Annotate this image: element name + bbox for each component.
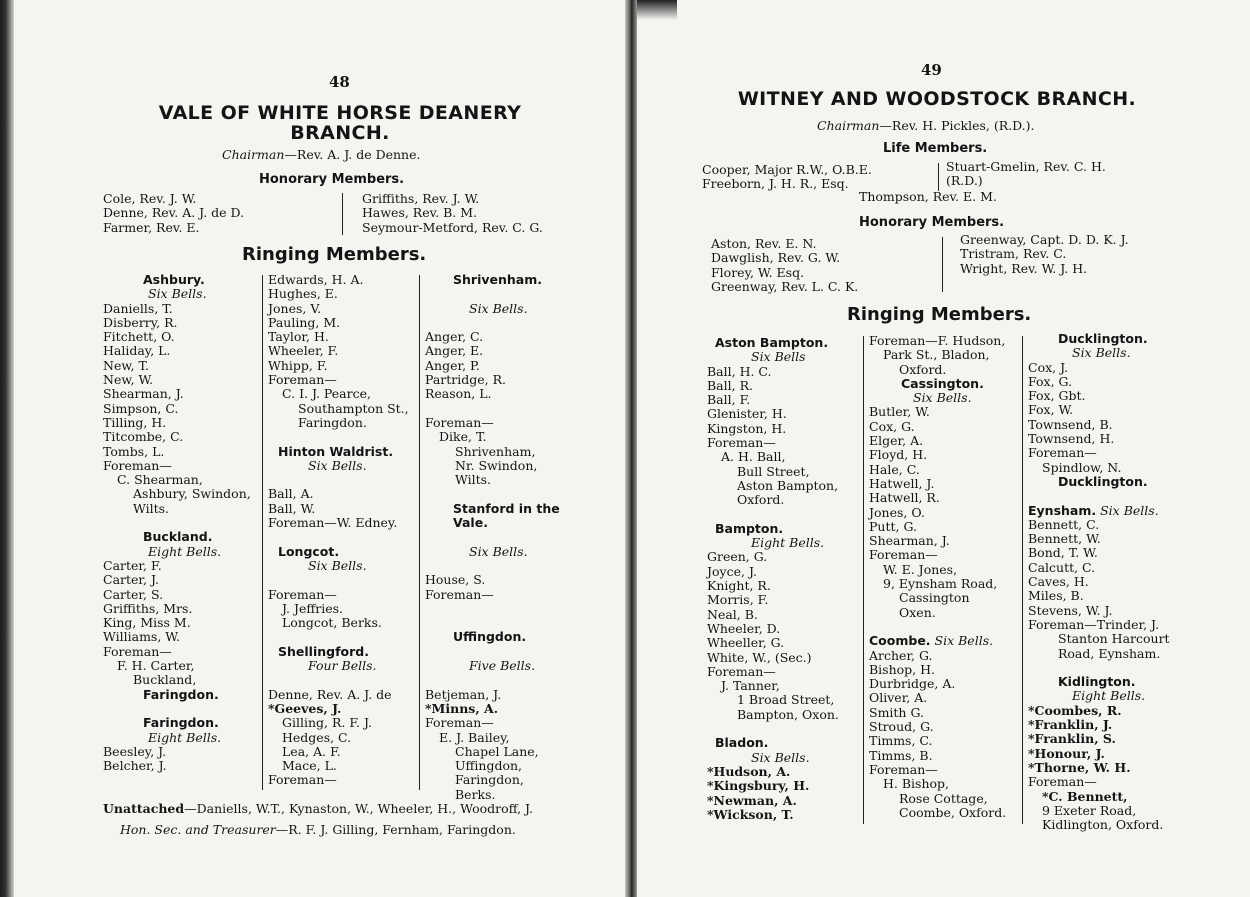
address-line: Uffingdon, <box>455 758 523 774</box>
address-line: Gilling, R. F. J. <box>282 715 373 731</box>
member-name: Haliday, L. <box>103 343 171 359</box>
address-line: W. E. Jones, <box>883 561 958 577</box>
spacer <box>103 516 251 530</box>
address-line: Kidlington, Oxford. <box>1042 817 1164 833</box>
member-name: Hatwell, J. <box>869 475 935 491</box>
spacer <box>268 573 409 587</box>
spacer <box>268 430 409 444</box>
member-name: Partridge, R. <box>425 372 507 388</box>
member-name: Beesley, J. <box>103 743 167 759</box>
member-name: Fox, G. <box>1028 373 1073 389</box>
member-name: Ball, A. <box>268 486 314 502</box>
chairman-label: Chairman <box>817 118 880 133</box>
ringing-heading: Ringing Members. <box>242 244 427 265</box>
member-name: Foreman— <box>425 715 494 731</box>
member-name: *Wickson, T. <box>707 806 794 822</box>
address-line: Chapel Lane, <box>455 743 539 759</box>
member-name: Hughes, E. <box>268 286 338 302</box>
member-name: Pauling, M. <box>268 314 341 330</box>
address-line: Oxford. <box>899 361 947 377</box>
secretary-label: Hon. Sec. and Treasurer <box>120 822 276 837</box>
member-name: Ball, F. <box>707 392 751 408</box>
address-line: 9, Eynsham Road, <box>883 576 998 592</box>
member-name: Aston, Rev. E. N. <box>711 236 817 251</box>
member-name: Freeborn, J. H. R., Esq. <box>702 176 849 192</box>
bells-count: Six Bells <box>751 349 806 365</box>
address-line: A. H. Ball, <box>721 449 786 465</box>
address-line: Rose Cottage, <box>899 790 988 806</box>
column-divider <box>942 237 943 292</box>
tower-heading: Ashbury. <box>143 272 205 287</box>
book-gutter <box>625 0 637 897</box>
member-name: Anger, E. <box>425 343 484 359</box>
member-name: Bennett, W. <box>1028 531 1101 547</box>
branch-title-line1: VALE OF WHITE HORSE DEANERY <box>158 102 522 124</box>
spacer <box>425 316 560 330</box>
member-name: Belcher, J. <box>103 758 167 774</box>
member-name: Tilling, H. <box>103 414 167 430</box>
chairman-name: —Rev. H. Pickles, (R.D.). <box>879 118 1035 133</box>
column-divider <box>342 193 343 235</box>
member-name: New, T. <box>103 357 149 373</box>
member-name: Cooper, Major R.W., O.B.E. <box>702 162 872 177</box>
member-name: Fitchett, O. <box>103 329 175 345</box>
member-name: Stuart-Gmelin, Rev. C. H. <box>946 159 1106 174</box>
spacer <box>425 645 560 659</box>
honorary-heading: Honorary Members. <box>859 215 1005 230</box>
branch-title-line2: BRANCH. <box>290 122 390 144</box>
ringing-column-1 <box>707 336 839 822</box>
member-name: Foreman—Trinder, J. <box>1028 616 1160 632</box>
member-name: Neal, B. <box>707 606 758 622</box>
secretary-line <box>120 822 516 837</box>
member-name: *Hudson, A. <box>707 763 791 779</box>
life-right-list <box>946 160 1106 189</box>
tower-heading: Stanford in the <box>453 500 560 516</box>
member-name: Farmer, Rev. E. <box>103 219 200 235</box>
address-line: C. Shearman, <box>117 472 203 488</box>
life-center-member: Thompson, Rev. E. M. <box>859 189 997 204</box>
member-name: Foreman— <box>1028 445 1097 461</box>
member-name: Jones, V. <box>268 300 322 316</box>
member-name: Williams, W. <box>103 629 180 645</box>
tower-heading: Coombe. Six Bells. <box>869 633 994 649</box>
tower-heading: Eynsham. Six Bells. <box>1028 502 1159 518</box>
member-name: Glenister, H. <box>707 406 787 422</box>
member-name: Townsend, B. <box>1028 416 1113 432</box>
member-name: Foreman— <box>268 586 337 602</box>
member-name: Joyce, J. <box>707 563 757 579</box>
spacer <box>425 287 560 301</box>
address-line: Shrivenham, <box>455 443 536 459</box>
tower-heading: Ducklington. <box>1058 473 1148 489</box>
member-name: Taylor, H. <box>268 329 329 345</box>
member-name: Foreman— <box>707 663 776 679</box>
address-line: H. Bishop, <box>883 776 949 792</box>
tower-heading: Shrivenham. <box>453 272 542 287</box>
member-name: *Franklin, J. <box>1028 717 1113 733</box>
member-name: Reason, L. <box>425 386 492 402</box>
member-name: Griffiths, Mrs. <box>103 600 193 616</box>
address-line: Aston Bampton, <box>737 477 839 493</box>
address-line: Road, Eynsham. <box>1058 645 1161 661</box>
page-number: 49 <box>921 61 942 79</box>
address-line: Faringdon, <box>455 772 524 788</box>
member-name: *Honour, J. <box>1028 745 1105 761</box>
member-name: *Newman, A. <box>707 792 797 808</box>
member-name: Floyd, H. <box>869 447 928 463</box>
member-name: Cole, Rev. J. W. <box>103 191 197 206</box>
member-name: *Minns, A. <box>425 700 499 716</box>
member-name: Kingston, H. <box>707 420 787 436</box>
member-name: *Franklin, S. <box>1028 731 1116 747</box>
bells-count: Six Bells. <box>308 557 367 573</box>
spacer <box>869 620 1006 634</box>
member-name: Wheeler, F. <box>268 343 339 359</box>
member-name: White, W., (Sec.) <box>707 649 812 665</box>
address-line: Oxford. <box>737 492 785 508</box>
tower-heading: Longcot. <box>278 543 340 559</box>
member-name: Bishop, H. <box>869 661 935 677</box>
spacer <box>425 673 560 687</box>
member-name: *Coombes, R. <box>1028 702 1122 718</box>
member-name: Knight, R. <box>707 578 771 594</box>
spacer <box>425 402 560 416</box>
address-line: E. J. Bailey, <box>439 729 510 745</box>
address-line: F. H. Carter, <box>117 658 195 674</box>
bells-count: Eight Bells. <box>148 729 222 745</box>
member-name: Townsend, H. <box>1028 431 1115 447</box>
member-name: Putt, G. <box>869 518 917 534</box>
chairman-line <box>222 147 420 162</box>
address-line: Hedges, C. <box>282 729 352 745</box>
tower-heading: Ducklington. <box>1058 331 1148 346</box>
tower-heading: Kidlington. <box>1058 674 1136 690</box>
tower-heading: Vale. <box>453 515 488 531</box>
member-name: Cox, G. <box>869 418 915 434</box>
bells-count: Six Bells. <box>469 543 528 559</box>
address-line: Ashbury, Swindon, <box>133 486 251 502</box>
member-name: Edwards, H. A. <box>268 272 364 287</box>
bells-count: Eight Bells. <box>1072 688 1146 704</box>
member-name: Anger, C. <box>425 329 484 345</box>
address-line: 1 Broad Street, <box>737 692 835 708</box>
column-divider <box>938 163 939 191</box>
chairman-line <box>817 118 1035 133</box>
member-name: Caves, H. <box>1028 574 1089 590</box>
address-line: C. I. J. Pearce, <box>282 386 371 402</box>
address-line: Wilts. <box>133 500 170 516</box>
spacer <box>268 473 409 487</box>
member-name: Fox, W. <box>1028 402 1074 418</box>
address-line: Stanton Harcourt <box>1058 631 1170 647</box>
spacer <box>268 530 409 544</box>
member-name: Jones, O. <box>869 504 925 520</box>
tower-heading: Shellingford. <box>278 643 369 659</box>
member-name: Foreman—W. Edney. <box>268 515 398 531</box>
member-name: Carter, J. <box>103 572 159 588</box>
life-left-list <box>702 163 872 192</box>
address-line: Faringdon. <box>298 414 367 430</box>
member-name: Calcutt, C. <box>1028 559 1096 575</box>
address-line: Berks. <box>455 786 496 802</box>
member-name: Betjeman, J. <box>425 686 502 702</box>
bells-count: Five Bells. <box>469 658 536 674</box>
member-name: *Kingsbury, H. <box>707 778 810 794</box>
member-name: Greenway, Capt. D. D. K. J. <box>960 232 1129 247</box>
tower-heading: Bampton. <box>715 520 784 536</box>
member-name: Foreman— <box>103 643 172 659</box>
column-divider <box>262 275 263 790</box>
page-corner-shadow <box>637 0 677 20</box>
spacer <box>425 530 560 544</box>
member-name: Butler, W. <box>869 404 930 420</box>
member-name: New, W. <box>103 372 154 388</box>
member-name: House, S. <box>425 572 486 588</box>
member-name: Wright, Rev. W. J. H. <box>960 260 1088 276</box>
spacer <box>268 630 409 644</box>
member-name: Disberry, R. <box>103 314 178 330</box>
spacer <box>707 722 839 736</box>
ringing-column-1 <box>103 273 251 773</box>
life-heading: Life Members. <box>883 141 988 156</box>
bells-count: Four Bells. <box>308 658 377 674</box>
member-name: Smith G. <box>869 704 924 720</box>
member-name: Hale, C. <box>869 461 920 477</box>
address-line: Wilts. <box>455 472 492 488</box>
member-name: Denne, Rev. A. J. de <box>268 686 392 702</box>
chairman-label: Chairman <box>222 147 285 162</box>
tower-heading: Aston Bampton. <box>715 335 829 350</box>
secretary-text: —R. F. J. Gilling, Fernham, Faringdon. <box>275 822 516 837</box>
member-name: Stroud, G. <box>869 719 934 735</box>
address-line: Cassington <box>899 590 970 606</box>
member-name: Timms, C. <box>869 733 933 749</box>
tower-heading: Buckland. <box>143 529 213 545</box>
address-line: Park St., Bladon, <box>883 347 990 363</box>
address-line: Coombe, Oxford. <box>899 804 1007 820</box>
member-name: Bennett, C. <box>1028 516 1100 532</box>
address-line: Longcot, Berks. <box>282 615 382 631</box>
address-line: Dike, T. <box>439 429 487 445</box>
member-name: Carter, F. <box>103 557 162 573</box>
honorary-heading: Honorary Members. <box>259 172 405 187</box>
unattached-text: —Daniells, W.T., Kynaston, W., Wheeler, H., Woodroff, J. <box>184 801 534 816</box>
spacer <box>1028 489 1170 503</box>
spacer <box>425 487 560 501</box>
member-name: Miles, B. <box>1028 588 1084 604</box>
bells-count: Six Bells. <box>148 286 207 302</box>
spacer <box>268 673 409 687</box>
chairman-name: —Rev. A. J. de Denne. <box>284 147 421 162</box>
member-name: Archer, G. <box>869 647 933 663</box>
member-name: Hawes, Rev. B. M. <box>362 205 478 221</box>
right-page <box>637 0 1250 897</box>
honorary-left-list <box>711 237 858 294</box>
member-name: Dawglish, Rev. G. W. <box>711 250 841 266</box>
member-name: Ball, W. <box>268 500 316 516</box>
spacer <box>103 702 251 716</box>
address-line: Bull Street, <box>737 463 810 479</box>
member-name: Whipp, F. <box>268 357 328 373</box>
member-name: Denne, Rev. A. J. de D. <box>103 205 245 221</box>
member-name: Anger, P. <box>425 357 480 373</box>
address-line: Bampton, Oxon. <box>737 706 839 722</box>
branch-title: WITNEY AND WOODSTOCK BRANCH. <box>737 88 1137 110</box>
member-name: Foreman—F. Hudson, <box>869 333 1006 348</box>
spacer <box>1028 661 1170 675</box>
ringing-column-2 <box>869 334 1006 820</box>
member-name: Timms, B. <box>869 747 933 763</box>
address-line: Oxen. <box>899 604 936 620</box>
member-name: Griffiths, Rev. J. W. <box>362 191 480 206</box>
member-name: Stevens, W. J. <box>1028 602 1113 618</box>
column-divider <box>419 275 420 790</box>
member-name: Florey, W. Esq. <box>711 264 805 280</box>
member-name: Shearman, J. <box>869 533 950 549</box>
address-line: Buckland, <box>133 672 197 688</box>
address-line: *C. Bennett, <box>1042 788 1128 804</box>
address-line: J. Jeffries. <box>282 600 344 616</box>
address-line: Lea, A. F. <box>282 743 341 759</box>
spacer <box>707 508 839 522</box>
member-name: Wheeler, D. <box>707 620 781 636</box>
ringing-column-3 <box>1028 332 1170 832</box>
book-edge <box>0 0 14 897</box>
spacer <box>425 616 560 630</box>
member-name: Daniells, T. <box>103 300 173 316</box>
member-name: Foreman— <box>268 772 337 788</box>
member-name: Ball, R. <box>707 377 753 393</box>
member-name: Carter, S. <box>103 586 164 602</box>
page-number: 48 <box>329 73 350 91</box>
tower-heading: Faringdon. <box>143 686 219 702</box>
ringing-column-3 <box>425 273 560 802</box>
member-name: Simpson, C. <box>103 400 179 416</box>
member-name: Tombs, L. <box>103 443 165 459</box>
spacer <box>425 559 560 573</box>
address-line: Mace, L. <box>282 758 337 774</box>
address-line: Spindlow, N. <box>1042 459 1122 475</box>
member-name: Foreman— <box>869 761 938 777</box>
ringing-heading: Ringing Members. <box>847 304 1032 325</box>
member-name: Shearman, J. <box>103 386 184 402</box>
member-name: Bond, T. W. <box>1028 545 1098 561</box>
tower-heading: Hinton Waldrist. <box>278 443 394 459</box>
spacer <box>425 602 560 616</box>
column-divider <box>1022 336 1023 824</box>
member-name: Green, G. <box>707 549 768 565</box>
member-name: Hatwell, R. <box>869 490 940 506</box>
bells-count: Six Bells. <box>1072 345 1131 361</box>
address-line: J. Tanner, <box>721 678 780 694</box>
tower-heading: Uffingdon. <box>453 629 527 645</box>
member-name: Seymour-Metford, Rev. C. G. <box>362 219 543 235</box>
tower-heading: Cassington. <box>901 375 984 391</box>
member-name: Durbridge, A. <box>869 676 956 692</box>
member-name: *Geeves, J. <box>268 700 342 716</box>
column-divider <box>863 336 864 824</box>
tower-heading: Bladon. <box>715 735 769 751</box>
member-name: Elger, A. <box>869 433 924 449</box>
honorary-right-list <box>362 192 543 235</box>
honorary-left-list <box>103 192 244 235</box>
bells-count: Six Bells. <box>751 749 810 765</box>
member-name: Foreman— <box>1028 774 1097 790</box>
bells-count: Six Bells. <box>308 457 367 473</box>
honorary-right-list <box>960 233 1129 276</box>
member-name: Ball, H. C. <box>707 363 772 379</box>
member-name: Greenway, Rev. L. C. K. <box>711 278 859 294</box>
member-name: Tristram, Rev. C. <box>960 246 1067 262</box>
member-name: Foreman— <box>268 372 337 388</box>
member-name: Wheeller, G. <box>707 635 785 651</box>
member-name: Foreman— <box>103 457 172 473</box>
member-name: Titcombe, C. <box>103 429 184 445</box>
member-name: Foreman— <box>869 547 938 563</box>
ringing-column-2 <box>268 273 409 788</box>
tower-heading: Faringdon. <box>143 715 219 731</box>
member-name: Cox, J. <box>1028 359 1069 375</box>
bells-count: Eight Bells. <box>148 543 222 559</box>
address-line: Southampton St., <box>298 400 409 416</box>
address-line: Nr. Swindon, <box>455 457 538 473</box>
member-name: Foreman— <box>425 586 494 602</box>
bells-count: Eight Bells. <box>751 535 825 551</box>
member-name: Oliver, A. <box>869 690 928 706</box>
member-name: King, Miss M. <box>103 615 191 631</box>
address-line: 9 Exeter Road, <box>1042 802 1137 818</box>
unattached-label: Unattached <box>103 801 185 816</box>
member-name: Morris, F. <box>707 592 769 608</box>
member-name: Foreman— <box>425 414 494 430</box>
member-name: Foreman— <box>707 435 776 451</box>
member-name: (R.D.) <box>946 173 983 189</box>
unattached-line <box>103 801 533 816</box>
member-name: *Thorne, W. H. <box>1028 759 1131 775</box>
bells-count: Six Bells. <box>913 390 972 406</box>
member-name: Fox, Gbt. <box>1028 388 1086 404</box>
bells-count: Six Bells. <box>469 300 528 316</box>
